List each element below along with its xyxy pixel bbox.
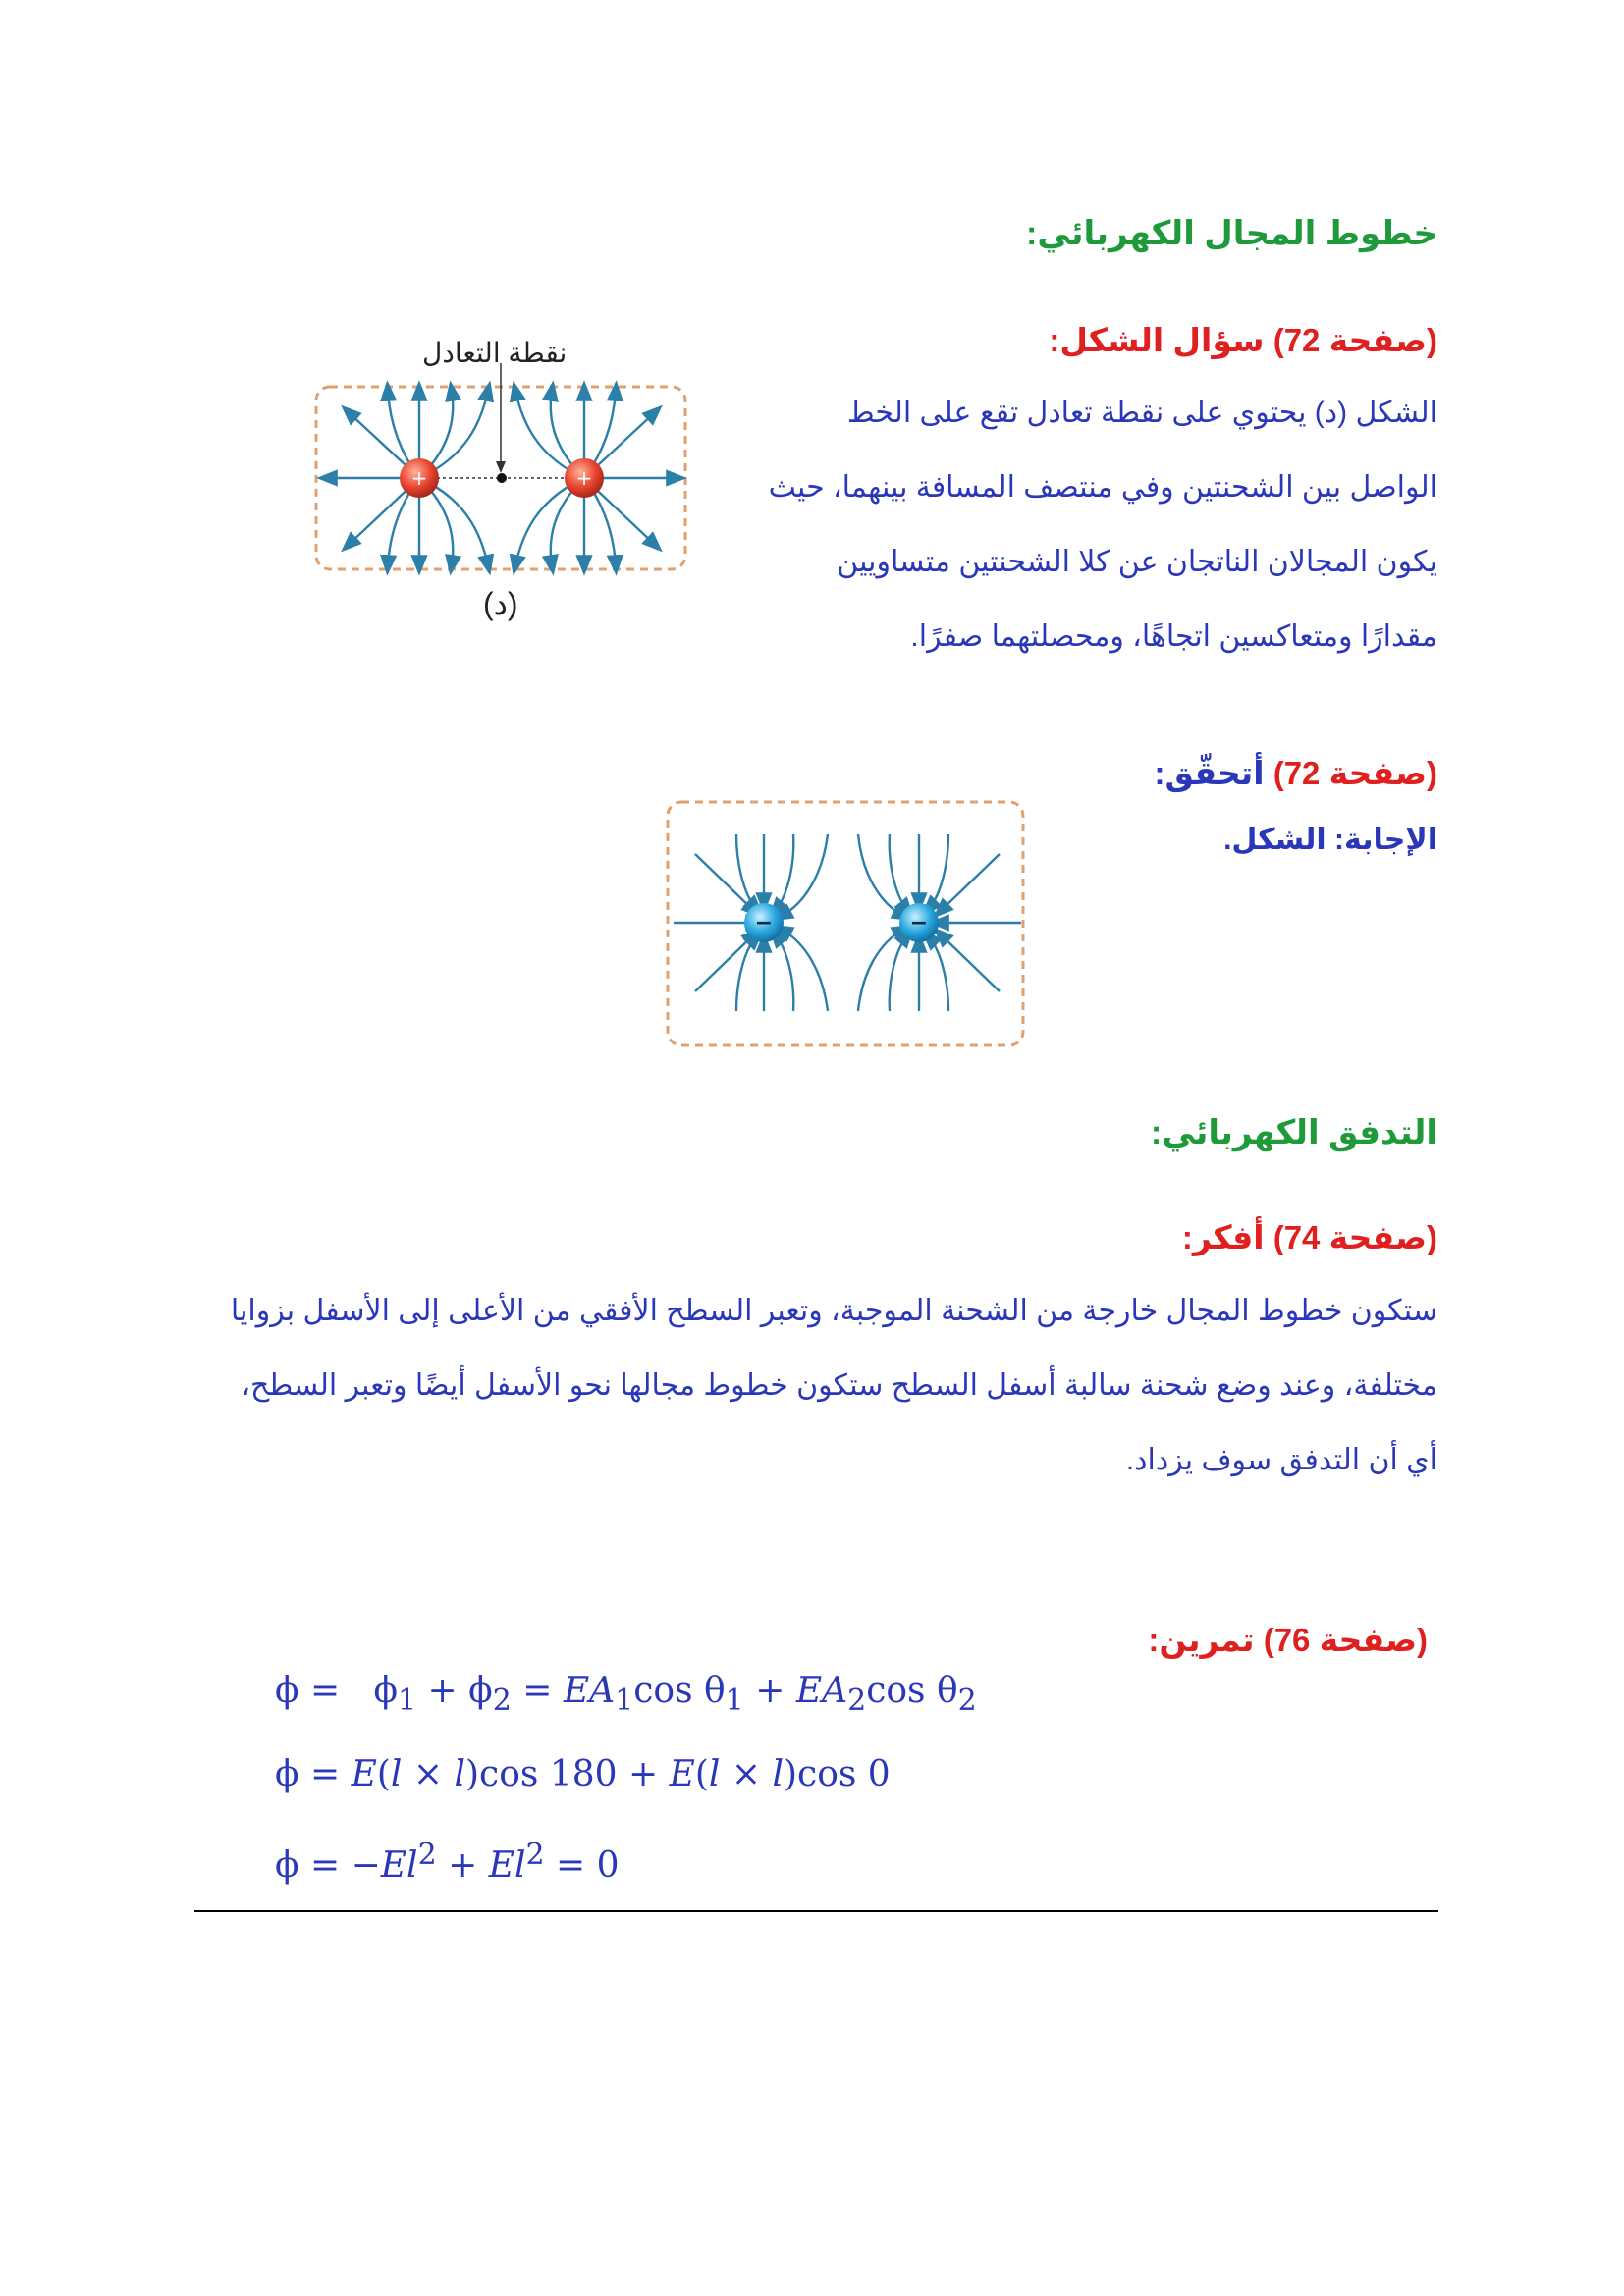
question-title-exercise (1148, 1621, 1428, 1659)
answer-line-2: مختلفة، وعند وضع شحنة سالبة أسفل السطح ستكون خطوط مجالها نحو الأسفل أيضًا وتعبر السطح، (241, 1369, 1437, 1402)
question-title-figure (1049, 321, 1437, 359)
equation-1: $\phi = \phi_1 + \phi_2 = EA_1\cos$ $\theta_1 + EA_2\cos$ $\theta_2$ (275, 1671, 977, 1719)
answer-line-1: الشكل (د) يحتوي على نقطة تعادل تقع على الخط (846, 397, 1437, 429)
question-title: سؤال الشكل: (1049, 322, 1265, 358)
answer-line-3: يكون المجالان الناتجان عن كلا الشحنتين متساويين (837, 546, 1437, 578)
figure-positive-charges (309, 363, 692, 589)
neutral-point-label: نقطة التعادل (422, 338, 568, 368)
divider (194, 1910, 1438, 1912)
section-heading-flux: التدفق الكهربائي: (1150, 1114, 1437, 1151)
page-ref: (صفحة 72) (1272, 322, 1437, 358)
charge-sign-left: + (410, 466, 428, 490)
figure-negative-charges (666, 800, 1029, 1051)
page-ref: (صفحة 72) (1272, 755, 1437, 791)
question-title-think (1182, 1218, 1437, 1256)
answer-text: الإجابة: الشكل. (1223, 824, 1437, 856)
question-title: أتحقّق: (1154, 755, 1265, 791)
answer-line-1: ستكون خطوط المجال خارجة من الشحنة الموجبة، وتعبر السطح الأفقي من الأعلى إلى الأسفل بزوايا (230, 1295, 1437, 1327)
page-ref: (صفحة 74) (1272, 1219, 1437, 1255)
equation-3: $\phi = -El^2 + El^2 = 0$ (275, 1838, 620, 1886)
answer-line-2: الواصل بين الشحنتين وفي منتصف المسافة بينهما، حيث (768, 471, 1437, 504)
question-title: تمرين: (1148, 1622, 1255, 1658)
answer-line-3: أي أن التدفق سوف يزداد. (1125, 1444, 1437, 1476)
neutral-point (497, 473, 507, 483)
figure-caption: (د) (483, 586, 518, 621)
answer-line-4: مقدارًا ومتعاكسين اتجاهًا، ومحصلتهما صفرًا. (910, 620, 1437, 653)
question-title: أفكر: (1181, 1219, 1265, 1255)
charge-sign-right: + (575, 466, 593, 490)
charge-sign-left: − (754, 911, 774, 935)
question-title-check (1155, 754, 1437, 792)
section-heading-field-lines: خطوط المجال الكهربائي: (1026, 215, 1437, 252)
equation-2: ϕ = E(l × l)cos 180 + E(l × l)cos 0 (275, 1754, 891, 1794)
charge-sign-right: − (909, 911, 929, 935)
page-ref: (صفحة 76) (1263, 1622, 1428, 1658)
